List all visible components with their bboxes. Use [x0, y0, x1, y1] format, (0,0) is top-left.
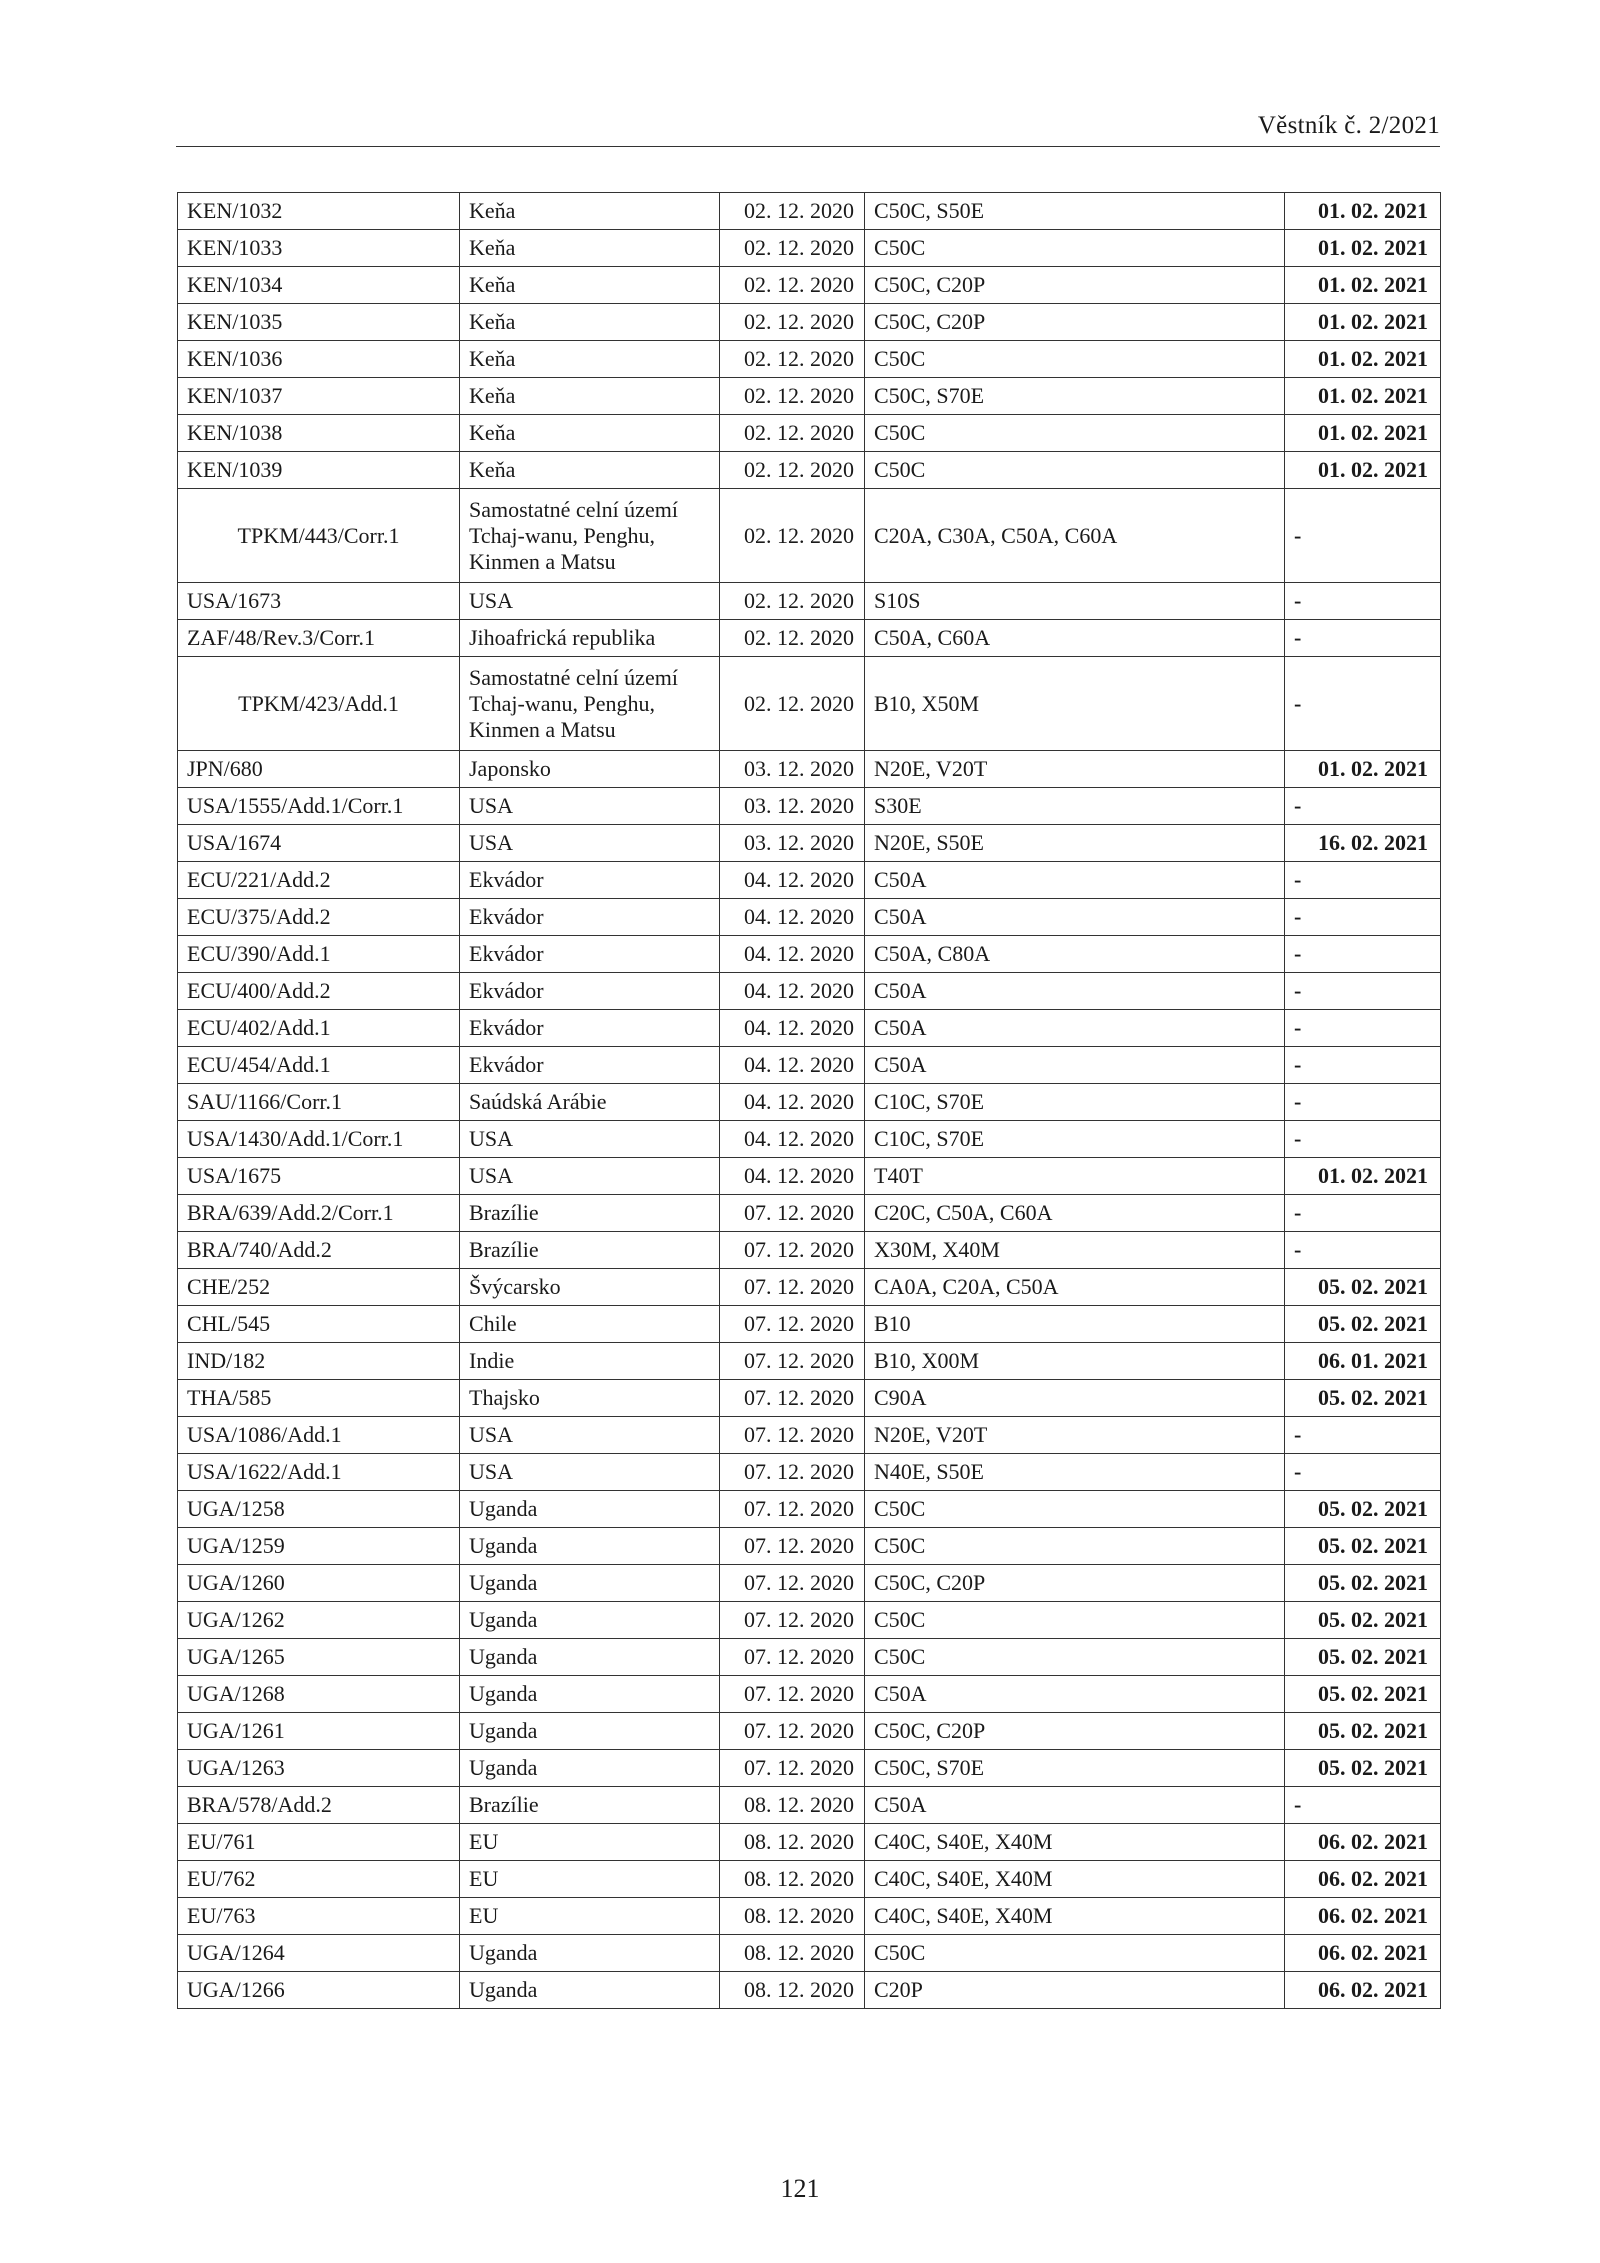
notification-date-cell: 02. 12. 2020	[720, 378, 865, 415]
table-row	[178, 1676, 1441, 1713]
table-row	[178, 1602, 1441, 1639]
table-row	[178, 788, 1441, 825]
notification-date-cell: 07. 12. 2020	[720, 1750, 865, 1787]
document-id-cell: UGA/1265	[178, 1639, 460, 1676]
notification-date-cell: 02. 12. 2020	[720, 657, 865, 751]
deadline-cell: 01. 02. 2021	[1285, 378, 1441, 415]
document-id-cell: EU/761	[178, 1824, 460, 1861]
deadline-cell: 01. 02. 2021	[1285, 341, 1441, 378]
document-id-cell: KEN/1035	[178, 304, 460, 341]
notification-date-cell: 07. 12. 2020	[720, 1269, 865, 1306]
document-id-cell: USA/1674	[178, 825, 460, 862]
codes-cell: N20E, V20T	[865, 1417, 1285, 1454]
codes-cell: T40T	[865, 1158, 1285, 1195]
codes-cell: N20E, V20T	[865, 751, 1285, 788]
table-row	[178, 1454, 1441, 1491]
notification-date-cell: 04. 12. 2020	[720, 1121, 865, 1158]
table-row	[178, 751, 1441, 788]
deadline-cell: 06. 02. 2021	[1285, 1898, 1441, 1935]
codes-cell: N20E, S50E	[865, 825, 1285, 862]
document-id-cell: KEN/1034	[178, 267, 460, 304]
notification-date-cell: 02. 12. 2020	[720, 267, 865, 304]
document-id-cell: KEN/1039	[178, 452, 460, 489]
notification-date-cell: 04. 12. 2020	[720, 899, 865, 936]
deadline-cell: 05. 02. 2021	[1285, 1639, 1441, 1676]
table-row	[178, 973, 1441, 1010]
deadline-cell: 05. 02. 2021	[1285, 1676, 1441, 1713]
table-row	[178, 1084, 1441, 1121]
country-cell: USA	[460, 1417, 720, 1454]
document-id-cell: UGA/1261	[178, 1713, 460, 1750]
deadline-cell: 05. 02. 2021	[1285, 1528, 1441, 1565]
codes-cell: C50C	[865, 230, 1285, 267]
table-row	[178, 1158, 1441, 1195]
notification-date-cell: 04. 12. 2020	[720, 862, 865, 899]
country-cell: Samostatné celní území Tchaj-wanu, Penghu, Kinmen a Matsu	[460, 489, 720, 583]
document-id-cell: UGA/1264	[178, 1935, 460, 1972]
codes-cell: C50C	[865, 1639, 1285, 1676]
document-id-cell: ECU/221/Add.2	[178, 862, 460, 899]
country-cell: Ekvádor	[460, 862, 720, 899]
codes-cell: C40C, S40E, X40M	[865, 1898, 1285, 1935]
notification-date-cell: 04. 12. 2020	[720, 1084, 865, 1121]
codes-cell: S10S	[865, 583, 1285, 620]
deadline-cell: 01. 02. 2021	[1285, 452, 1441, 489]
notification-date-cell: 07. 12. 2020	[720, 1195, 865, 1232]
codes-cell: C50C, S50E	[865, 193, 1285, 230]
deadline-cell: 06. 02. 2021	[1285, 1824, 1441, 1861]
table-row	[178, 1713, 1441, 1750]
notification-date-cell: 08. 12. 2020	[720, 1898, 865, 1935]
document-id-cell: UGA/1262	[178, 1602, 460, 1639]
codes-cell: C20C, C50A, C60A	[865, 1195, 1285, 1232]
document-id-cell: UGA/1259	[178, 1528, 460, 1565]
table-row	[178, 489, 1441, 583]
country-cell: USA	[460, 1454, 720, 1491]
country-cell: Japonsko	[460, 751, 720, 788]
document-id-cell: UGA/1263	[178, 1750, 460, 1787]
country-cell: Uganda	[460, 1713, 720, 1750]
table-row	[178, 1639, 1441, 1676]
table-row	[178, 1491, 1441, 1528]
page-number: 121	[780, 2174, 820, 2203]
codes-cell: C20A, C30A, C50A, C60A	[865, 489, 1285, 583]
country-cell: Ekvádor	[460, 973, 720, 1010]
table-row	[178, 1269, 1441, 1306]
notification-date-cell: 02. 12. 2020	[720, 230, 865, 267]
deadline-cell: -	[1285, 657, 1441, 751]
deadline-cell: 01. 02. 2021	[1285, 193, 1441, 230]
country-cell: Keňa	[460, 230, 720, 267]
codes-cell: C50A	[865, 973, 1285, 1010]
codes-cell: C20P	[865, 1972, 1285, 2009]
codes-cell: C50A	[865, 1010, 1285, 1047]
deadline-cell: 06. 02. 2021	[1285, 1935, 1441, 1972]
document-id-cell: CHL/545	[178, 1306, 460, 1343]
notification-date-cell: 07. 12. 2020	[720, 1343, 865, 1380]
country-cell: Uganda	[460, 1602, 720, 1639]
notification-date-cell: 07. 12. 2020	[720, 1639, 865, 1676]
codes-cell: C40C, S40E, X40M	[865, 1861, 1285, 1898]
deadline-cell: 01. 02. 2021	[1285, 230, 1441, 267]
document-id-cell: TPKM/443/Corr.1	[178, 489, 460, 583]
codes-cell: B10, X50M	[865, 657, 1285, 751]
notification-date-cell: 08. 12. 2020	[720, 1861, 865, 1898]
deadline-cell: 01. 02. 2021	[1285, 1158, 1441, 1195]
notification-date-cell: 07. 12. 2020	[720, 1306, 865, 1343]
notification-date-cell: 02. 12. 2020	[720, 341, 865, 378]
document-id-cell: JPN/680	[178, 751, 460, 788]
codes-cell: C50A	[865, 1047, 1285, 1084]
document-id-cell: ECU/375/Add.2	[178, 899, 460, 936]
deadline-cell: -	[1285, 788, 1441, 825]
codes-cell: C50C, C20P	[865, 1713, 1285, 1750]
codes-cell: C50C	[865, 1491, 1285, 1528]
table-row	[178, 1380, 1441, 1417]
codes-cell: C50C, S70E	[865, 1750, 1285, 1787]
codes-cell: C50C	[865, 415, 1285, 452]
table-row	[178, 1750, 1441, 1787]
deadline-cell: 05. 02. 2021	[1285, 1269, 1441, 1306]
country-cell: EU	[460, 1861, 720, 1898]
document-id-cell: UGA/1266	[178, 1972, 460, 2009]
deadline-cell: -	[1285, 1121, 1441, 1158]
table-row	[178, 899, 1441, 936]
document-id-cell: USA/1675	[178, 1158, 460, 1195]
table-row	[178, 452, 1441, 489]
table-row	[178, 378, 1441, 415]
deadline-cell: 01. 02. 2021	[1285, 304, 1441, 341]
deadline-cell: -	[1285, 489, 1441, 583]
notification-date-cell: 07. 12. 2020	[720, 1528, 865, 1565]
table-row	[178, 1010, 1441, 1047]
codes-cell: C50C	[865, 1935, 1285, 1972]
country-cell: Uganda	[460, 1491, 720, 1528]
deadline-cell: -	[1285, 899, 1441, 936]
deadline-cell: 06. 02. 2021	[1285, 1972, 1441, 2009]
codes-cell: C50C	[865, 1602, 1285, 1639]
table-row	[178, 1232, 1441, 1269]
notification-date-cell: 03. 12. 2020	[720, 825, 865, 862]
document-id-cell: TPKM/423/Add.1	[178, 657, 460, 751]
deadline-cell: -	[1285, 862, 1441, 899]
document-id-cell: BRA/740/Add.2	[178, 1232, 460, 1269]
deadline-cell: -	[1285, 583, 1441, 620]
notification-date-cell: 07. 12. 2020	[720, 1232, 865, 1269]
country-cell: Keňa	[460, 415, 720, 452]
country-cell: Indie	[460, 1343, 720, 1380]
notification-date-cell: 07. 12. 2020	[720, 1676, 865, 1713]
codes-cell: N40E, S50E	[865, 1454, 1285, 1491]
country-cell: USA	[460, 1121, 720, 1158]
notification-date-cell: 08. 12. 2020	[720, 1935, 865, 1972]
codes-cell: S30E	[865, 788, 1285, 825]
table-row	[178, 230, 1441, 267]
codes-cell: C50C, C20P	[865, 304, 1285, 341]
deadline-cell: -	[1285, 1010, 1441, 1047]
document-id-cell: SAU/1166/Corr.1	[178, 1084, 460, 1121]
country-cell: Keňa	[460, 378, 720, 415]
country-cell: Keňa	[460, 193, 720, 230]
codes-cell: C10C, S70E	[865, 1121, 1285, 1158]
deadline-cell: -	[1285, 620, 1441, 657]
country-cell: Uganda	[460, 1528, 720, 1565]
notification-date-cell: 03. 12. 2020	[720, 788, 865, 825]
notification-date-cell: 08. 12. 2020	[720, 1972, 865, 2009]
country-cell: Chile	[460, 1306, 720, 1343]
table-row	[178, 1528, 1441, 1565]
document-id-cell: KEN/1036	[178, 341, 460, 378]
country-cell: USA	[460, 788, 720, 825]
country-cell: EU	[460, 1898, 720, 1935]
codes-cell: C50A, C60A	[865, 620, 1285, 657]
deadline-cell: -	[1285, 1787, 1441, 1824]
document-id-cell: ECU/454/Add.1	[178, 1047, 460, 1084]
table-body	[178, 193, 1441, 2009]
deadline-cell: 05. 02. 2021	[1285, 1306, 1441, 1343]
table-row	[178, 1935, 1441, 1972]
country-cell: Brazílie	[460, 1195, 720, 1232]
table-row	[178, 1343, 1441, 1380]
notification-date-cell: 04. 12. 2020	[720, 1010, 865, 1047]
country-cell: Ekvádor	[460, 1047, 720, 1084]
notification-date-cell: 02. 12. 2020	[720, 193, 865, 230]
document-id-cell: UGA/1260	[178, 1565, 460, 1602]
country-cell: Švýcarsko	[460, 1269, 720, 1306]
country-cell: USA	[460, 1158, 720, 1195]
notification-date-cell: 03. 12. 2020	[720, 751, 865, 788]
table-row	[178, 1306, 1441, 1343]
deadline-cell: 06. 01. 2021	[1285, 1343, 1441, 1380]
table-row	[178, 1417, 1441, 1454]
deadline-cell: -	[1285, 1195, 1441, 1232]
deadline-cell: 05. 02. 2021	[1285, 1602, 1441, 1639]
notification-date-cell: 08. 12. 2020	[720, 1787, 865, 1824]
notification-date-cell: 02. 12. 2020	[720, 452, 865, 489]
document-id-cell: USA/1086/Add.1	[178, 1417, 460, 1454]
country-cell: Uganda	[460, 1750, 720, 1787]
document-id-cell: KEN/1038	[178, 415, 460, 452]
notification-date-cell: 08. 12. 2020	[720, 1824, 865, 1861]
codes-cell: C50A	[865, 1676, 1285, 1713]
document-id-cell: EU/763	[178, 1898, 460, 1935]
table-row	[178, 657, 1441, 751]
deadline-cell: -	[1285, 973, 1441, 1010]
deadline-cell: -	[1285, 1084, 1441, 1121]
table-row	[178, 1565, 1441, 1602]
page-header	[176, 108, 1440, 147]
codes-cell: C50A	[865, 862, 1285, 899]
notification-date-cell: 02. 12. 2020	[720, 583, 865, 620]
country-cell: Ekvádor	[460, 899, 720, 936]
notification-date-cell: 07. 12. 2020	[720, 1565, 865, 1602]
table-row	[178, 1972, 1441, 2009]
document-id-cell: THA/585	[178, 1380, 460, 1417]
country-cell: EU	[460, 1824, 720, 1861]
deadline-cell: 05. 02. 2021	[1285, 1713, 1441, 1750]
notifications-table	[177, 192, 1441, 2009]
notification-date-cell: 04. 12. 2020	[720, 1158, 865, 1195]
table-row	[178, 583, 1441, 620]
table-row	[178, 936, 1441, 973]
document-id-cell: KEN/1032	[178, 193, 460, 230]
deadline-cell: -	[1285, 1454, 1441, 1491]
deadline-cell: -	[1285, 1232, 1441, 1269]
country-cell: Keňa	[460, 267, 720, 304]
codes-cell: C50A	[865, 1787, 1285, 1824]
deadline-cell: 01. 02. 2021	[1285, 267, 1441, 304]
document-id-cell: USA/1430/Add.1/Corr.1	[178, 1121, 460, 1158]
document-id-cell: IND/182	[178, 1343, 460, 1380]
country-cell: Keňa	[460, 452, 720, 489]
table-row	[178, 415, 1441, 452]
deadline-cell: 01. 02. 2021	[1285, 415, 1441, 452]
document-id-cell: USA/1673	[178, 583, 460, 620]
deadline-cell: 05. 02. 2021	[1285, 1380, 1441, 1417]
table-row	[178, 193, 1441, 230]
document-id-cell: ZAF/48/Rev.3/Corr.1	[178, 620, 460, 657]
codes-cell: C50C, S70E	[865, 378, 1285, 415]
notification-date-cell: 07. 12. 2020	[720, 1713, 865, 1750]
document-id-cell: KEN/1033	[178, 230, 460, 267]
country-cell: Uganda	[460, 1935, 720, 1972]
country-cell: Ekvádor	[460, 1010, 720, 1047]
country-cell: Brazílie	[460, 1787, 720, 1824]
table-row	[178, 1121, 1441, 1158]
country-cell: USA	[460, 825, 720, 862]
codes-cell: C50A	[865, 899, 1285, 936]
document-id-cell: CHE/252	[178, 1269, 460, 1306]
codes-cell: C50C	[865, 1528, 1285, 1565]
table-row	[178, 1861, 1441, 1898]
document-id-cell: BRA/639/Add.2/Corr.1	[178, 1195, 460, 1232]
table-row	[178, 1195, 1441, 1232]
codes-cell: C50A, C80A	[865, 936, 1285, 973]
table-row	[178, 267, 1441, 304]
notification-date-cell: 02. 12. 2020	[720, 620, 865, 657]
document-id-cell: UGA/1258	[178, 1491, 460, 1528]
codes-cell: C50C, C20P	[865, 267, 1285, 304]
deadline-cell: -	[1285, 936, 1441, 973]
notification-date-cell: 07. 12. 2020	[720, 1380, 865, 1417]
country-cell: Uganda	[460, 1565, 720, 1602]
deadline-cell: 05. 02. 2021	[1285, 1750, 1441, 1787]
document-id-cell: ECU/400/Add.2	[178, 973, 460, 1010]
deadline-cell: 06. 02. 2021	[1285, 1861, 1441, 1898]
country-cell: Jihoafrická republika	[460, 620, 720, 657]
codes-cell: C10C, S70E	[865, 1084, 1285, 1121]
notification-date-cell: 02. 12. 2020	[720, 304, 865, 341]
notification-date-cell: 02. 12. 2020	[720, 489, 865, 583]
codes-cell: C50C, C20P	[865, 1565, 1285, 1602]
table-row	[178, 1898, 1441, 1935]
country-cell: Saúdská Arábie	[460, 1084, 720, 1121]
notification-date-cell: 07. 12. 2020	[720, 1454, 865, 1491]
document-id-cell: USA/1622/Add.1	[178, 1454, 460, 1491]
document-id-cell: UGA/1268	[178, 1676, 460, 1713]
document-id-cell: ECU/402/Add.1	[178, 1010, 460, 1047]
notification-date-cell: 04. 12. 2020	[720, 973, 865, 1010]
notification-date-cell: 02. 12. 2020	[720, 415, 865, 452]
table-row	[178, 862, 1441, 899]
country-cell: Ekvádor	[460, 936, 720, 973]
table-row	[178, 620, 1441, 657]
country-cell: Keňa	[460, 341, 720, 378]
document-id-cell: EU/762	[178, 1861, 460, 1898]
codes-cell: B10, X00M	[865, 1343, 1285, 1380]
country-cell: Thajsko	[460, 1380, 720, 1417]
codes-cell: B10	[865, 1306, 1285, 1343]
country-cell: Keňa	[460, 304, 720, 341]
notification-date-cell: 07. 12. 2020	[720, 1602, 865, 1639]
table-row	[178, 341, 1441, 378]
table-row	[178, 1047, 1441, 1084]
country-cell: Samostatné celní území Tchaj-wanu, Penghu, Kinmen a Matsu	[460, 657, 720, 751]
notification-date-cell: 07. 12. 2020	[720, 1417, 865, 1454]
codes-cell: C40C, S40E, X40M	[865, 1824, 1285, 1861]
document-id-cell: KEN/1037	[178, 378, 460, 415]
deadline-cell: 05. 02. 2021	[1285, 1491, 1441, 1528]
country-cell: Uganda	[460, 1972, 720, 2009]
deadline-cell: 05. 02. 2021	[1285, 1565, 1441, 1602]
deadline-cell: -	[1285, 1047, 1441, 1084]
codes-cell: C50C	[865, 452, 1285, 489]
codes-cell: C90A	[865, 1380, 1285, 1417]
notification-date-cell: 07. 12. 2020	[720, 1491, 865, 1528]
document-id-cell: USA/1555/Add.1/Corr.1	[178, 788, 460, 825]
country-cell: Uganda	[460, 1676, 720, 1713]
document-id-cell: ECU/390/Add.1	[178, 936, 460, 973]
deadline-cell: 01. 02. 2021	[1285, 751, 1441, 788]
codes-cell: X30M, X40M	[865, 1232, 1285, 1269]
table-row	[178, 1787, 1441, 1824]
notification-date-cell: 04. 12. 2020	[720, 1047, 865, 1084]
codes-cell: C50C	[865, 341, 1285, 378]
document-id-cell: BRA/578/Add.2	[178, 1787, 460, 1824]
country-cell: Brazílie	[460, 1232, 720, 1269]
table-row	[178, 825, 1441, 862]
journal-title: Věstník č. 2/2021	[1257, 112, 1440, 139]
country-cell: USA	[460, 583, 720, 620]
codes-cell: CA0A, C20A, C50A	[865, 1269, 1285, 1306]
country-cell: Uganda	[460, 1639, 720, 1676]
notification-date-cell: 04. 12. 2020	[720, 936, 865, 973]
deadline-cell: -	[1285, 1417, 1441, 1454]
deadline-cell: 16. 02. 2021	[1285, 825, 1441, 862]
table-row	[178, 1824, 1441, 1861]
table-row	[178, 304, 1441, 341]
